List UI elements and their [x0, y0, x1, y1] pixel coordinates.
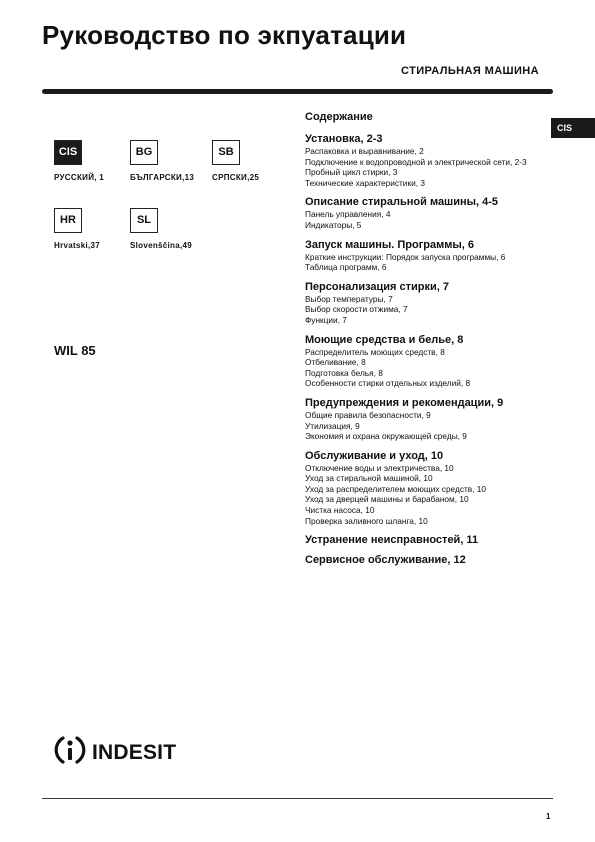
toc-item[interactable]: Таблица программ, 6 — [305, 262, 387, 273]
toc-item[interactable]: Индикаторы, 5 — [305, 219, 362, 230]
toc-item[interactable]: Распределитель моющих средств, 8 — [305, 346, 445, 357]
toc-section[interactable] — [305, 133, 555, 188]
language-code-box: CIS — [54, 140, 82, 165]
toc-section[interactable] — [305, 334, 555, 389]
toc-item[interactable]: Функции, 7 — [305, 314, 347, 325]
language-label: СРПСКИ,25 — [212, 173, 260, 182]
toc-item[interactable]: Технические характеристики, 3 — [305, 177, 425, 188]
language-code-box: BG — [130, 140, 158, 165]
product-subtitle: СТИРАЛЬНАЯ МАШИНА — [401, 65, 539, 77]
toc-section[interactable] — [305, 554, 555, 566]
toc-section[interactable] — [305, 534, 555, 546]
language-label: Slovenščina,49 — [130, 241, 193, 250]
toc-item[interactable]: Выбор температуры, 7 — [305, 293, 393, 304]
language-hr[interactable] — [54, 208, 136, 250]
language-side-tab: CIS — [551, 118, 595, 138]
language-label: РУССКИЙ, 1 — [54, 173, 105, 182]
toc-section-title[interactable]: Описание стиральной машины, 4-5 — [305, 196, 499, 209]
toc-section-title[interactable]: Моющие средства и белье, 8 — [305, 333, 464, 346]
page-number: 1 — [546, 812, 551, 821]
toc-item[interactable]: Чистка насоса, 10 — [305, 505, 375, 516]
toc-item[interactable]: Распаковка и выравнивание, 2 — [305, 146, 424, 156]
toc-section-title[interactable]: Сервисное обслуживание, 12 — [305, 554, 466, 567]
header-divider — [42, 89, 553, 94]
toc-item[interactable]: Панель управления, 4 — [305, 209, 391, 220]
toc-section[interactable] — [305, 239, 555, 273]
toc-section-title[interactable]: Устранение неисправностей, 11 — [305, 534, 479, 547]
toc-item[interactable]: Подключение к водопроводной и электрической сети, 2-3 — [305, 156, 527, 167]
toc-section[interactable] — [305, 397, 555, 442]
language-code-box: SB — [212, 140, 240, 165]
language-sl[interactable] — [130, 208, 212, 250]
logo-wordmark: INDESIT — [92, 740, 177, 764]
footer-divider — [42, 798, 553, 799]
toc-item[interactable]: Отбеливание, 8 — [305, 357, 366, 368]
toc-section-title[interactable]: Установка, 2-3 — [305, 133, 383, 145]
toc-section-title[interactable]: Предупреждения и рекомендации, 9 — [305, 396, 504, 409]
toc-item[interactable]: Особенности стирки отдельных изделий, 8 — [305, 378, 471, 389]
toc-item[interactable]: Уход за стиральной машиной, 10 — [305, 473, 433, 484]
toc-item[interactable]: Подготовка белья, 8 — [305, 367, 383, 378]
language-bg[interactable] — [130, 140, 212, 182]
toc-section-title[interactable]: Запуск машины. Программы, 6 — [305, 238, 475, 251]
toc-item[interactable]: Утилизация, 9 — [305, 420, 360, 431]
toc-section[interactable] — [305, 281, 555, 326]
toc-item[interactable]: Экономия и охрана окружающей среды, 9 — [305, 431, 467, 442]
toc-item[interactable]: Отключение воды и электричества, 10 — [305, 462, 454, 473]
language-sb[interactable] — [212, 140, 294, 182]
toc-item[interactable]: Выбор скорости отжима, 7 — [305, 304, 408, 315]
toc-section[interactable] — [305, 196, 555, 230]
toc-item[interactable]: Уход за распределителем моющих средств, 10 — [305, 483, 487, 494]
toc-heading: Содержание — [305, 111, 373, 123]
toc-item[interactable]: Уход за дверцей машины и барабаном, 10 — [305, 494, 469, 505]
toc-item[interactable]: Пробный цикл стирки, 3 — [305, 167, 398, 178]
toc-section-title[interactable]: Персонализация стирки, 7 — [305, 280, 450, 293]
model-name: WIL 85 — [54, 343, 96, 358]
page-title: Руководство по экпуатации — [42, 20, 407, 50]
language-code-box: SL — [130, 208, 158, 233]
toc-section-title[interactable]: Обслуживание и уход, 10 — [305, 449, 444, 462]
toc-item[interactable]: Общие правила безопасности, 9 — [305, 409, 431, 420]
table-of-contents — [305, 111, 555, 574]
language-cis[interactable] — [54, 140, 136, 182]
language-label: БЪЛГАРСКИ,13 — [130, 173, 195, 182]
toc-item[interactable]: Краткие инструкции: Порядок запуска программы, 6 — [305, 251, 506, 262]
indesit-logo-icon — [52, 732, 88, 773]
toc-item[interactable]: Проверка заливного шланга, 10 — [305, 515, 428, 526]
language-code-box: HR — [54, 208, 82, 233]
toc-section[interactable] — [305, 450, 555, 527]
language-label: Hrvatski,37 — [54, 241, 100, 250]
indesit-logo — [52, 732, 176, 773]
